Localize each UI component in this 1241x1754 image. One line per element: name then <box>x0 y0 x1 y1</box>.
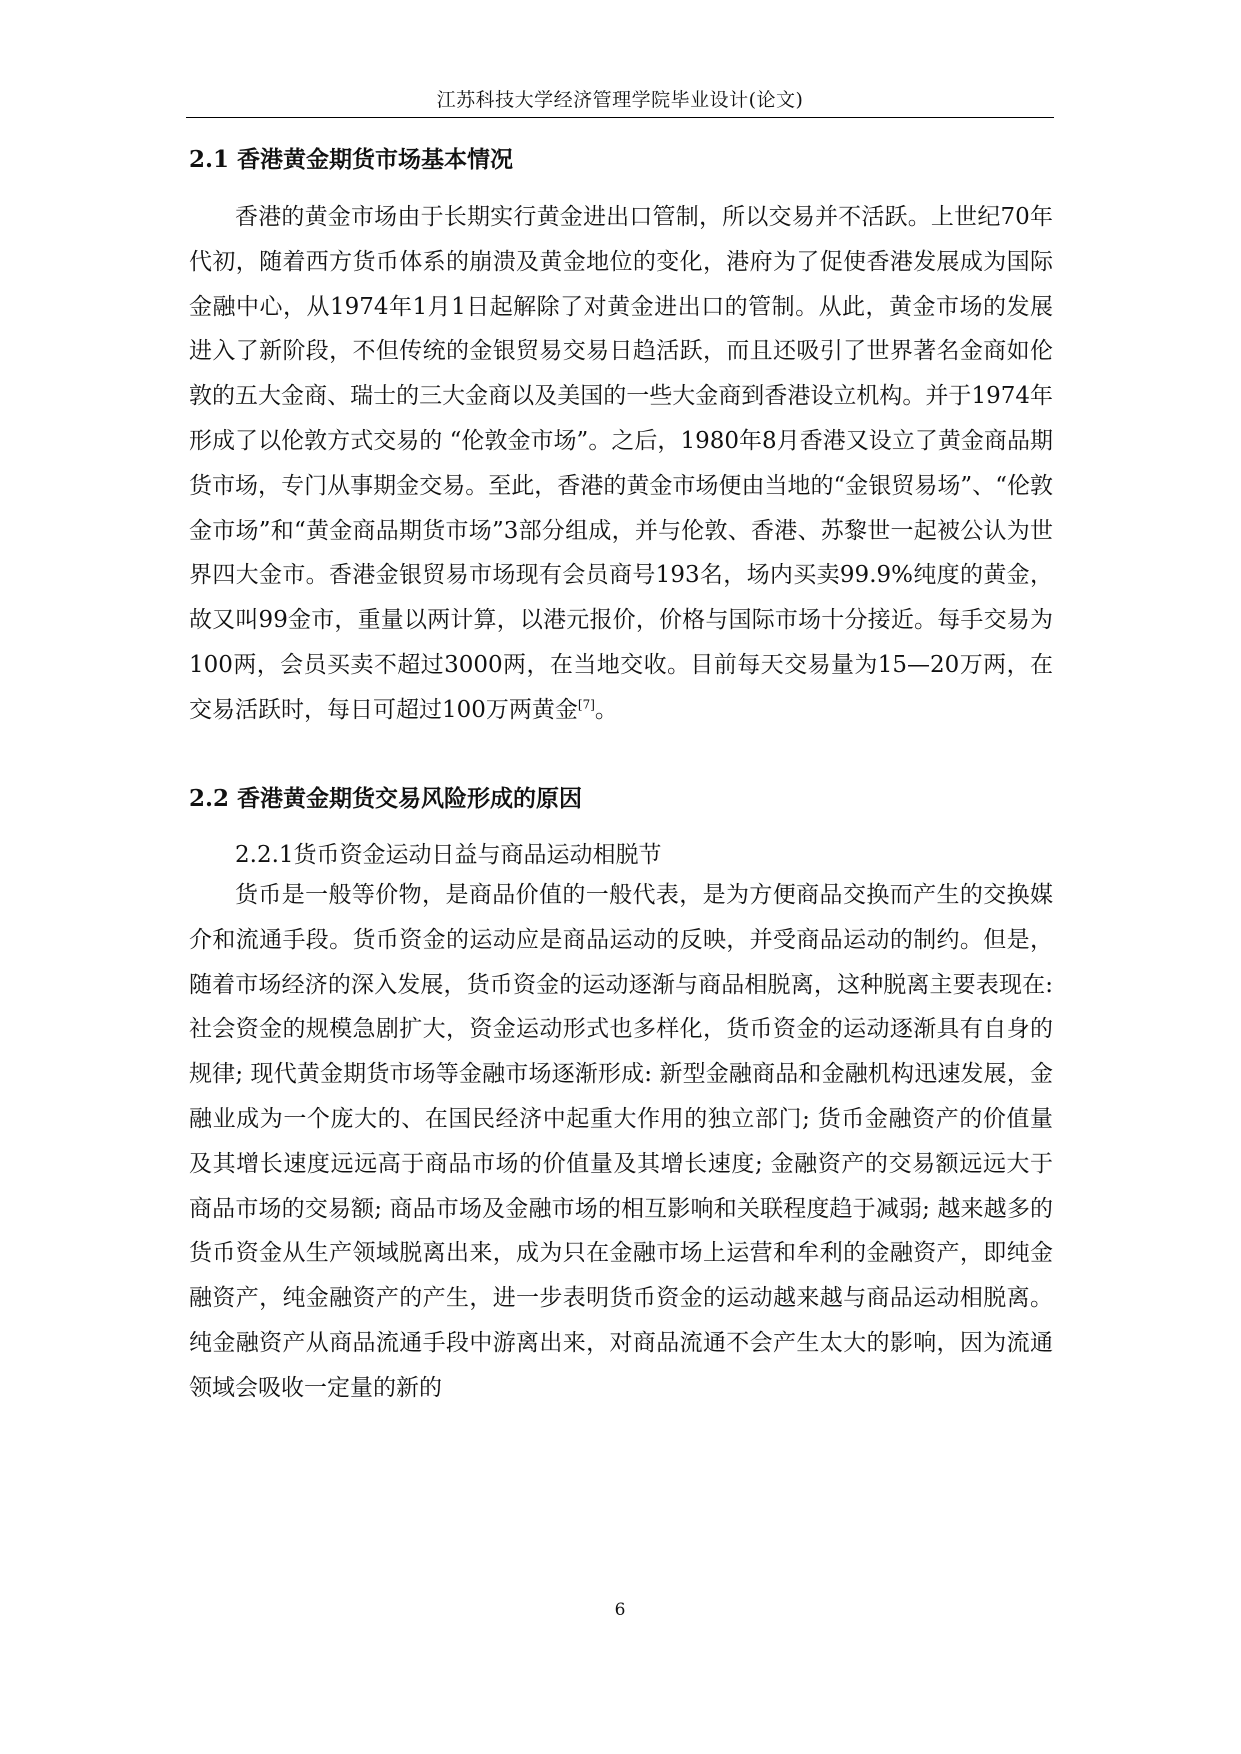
section-2-2-1-body <box>189 873 1053 1411</box>
page-header: 江苏科技大学经济管理学院毕业设计(论文) <box>436 89 804 111</box>
section-2-1-body <box>189 195 1053 733</box>
page-number: 6 <box>614 1600 626 1620</box>
subsection-heading-2-2-1: 2.2.1货币资金运动日益与商品运动相脱节 <box>235 842 662 868</box>
header-rule <box>186 117 1054 118</box>
section-heading-2-1: 2.1 香港黄金期货市场基本情况 <box>189 146 514 173</box>
paragraph-2-1 <box>189 195 1053 733</box>
paragraph-2-2-1: 货币是一般等价物，是商品价值的一般代表，是为方便商品交换而产生的交换媒介和流通手段。货币资金的运动应是商品运动的反映，并受商品运动的制约。但是，随着市场经济的深入发展，货币资金的运动逐渐与商品相脱离，这种脱离主要表现在: 社会资金的规模急剧扩大，资金运动形式也多样化，货币资金的运动逐渐具有自身的规律; 现代黄金期货市场等金融市场逐渐形成: 新型金融商品和金融机构迅速发展，金融业成为一个庞大的、在国民经济中起重大作用的独立部门; 货币金融资产的价值量及其增长速度远远高于商品市场的价值量及其增长速度; 金融资产的交易额远远大于商品市场的交易额; 商品市场及金融市场的相互影响和关联程度趋于减弱; 越来越多的货币资金从生产领域脱离出来，成为只在金融市场上运营和牟利的金融资产，即纯金融资产，纯金融资产的产生，进一步表明货币资金的运动越来越与商品运动相脱离。纯金融资产从商品流通手段中游离出来，对商品流通不会产生太大的影响，因为流通领域会吸收一定量的新的 <box>189 882 1053 1401</box>
paragraph-2-1-text: 香港的黄金市场由于长期实行黄金进出口管制，所以交易并不活跃。上世纪70年代初，随着西方货币体系的崩溃及黄金地位的变化，港府为了促使香港发展成为国际金融中心，从1974年1月1日起解除了对黄金进出口的管制。从此，黄金市场的发展进入了新阶段，不但传统的金银贸易交易日趋活跃，而且还吸引了世界著名金商如伦敦的五大金商、瑞士的三大金商以及美国的一些大金商到香港设立机构。并于1974年形成了以伦敦方式交易的 “伦敦金市场”。之后，1980年8月香港又设立了黄金商品期货市场，专门从事期金交易。至此，香港的黄金市场便由当地的“金银贸易场”、“伦敦金市场”和“黄金商品期货市场”3部分组成，并与伦敦、香港、苏黎世一起被公认为世界四大金市。香港金银贸易市场现有会员商号193名，场内买卖99.9%纯度的黄金，故又叫99金市，重量以两计算，以港元报价，价格与国际市场十分接近。每手交易为100两，会员买卖不超过3000两，在当地交收。目前每天交易量为15—20万两，在交易活跃时，每日可超过100万两黄金 <box>189 204 1053 723</box>
citation-ref: [7] <box>577 697 595 712</box>
paragraph-2-1-end: 。 <box>594 696 618 723</box>
section-heading-2-2: 2.2 香港黄金期货交易风险形成的原因 <box>189 785 583 812</box>
